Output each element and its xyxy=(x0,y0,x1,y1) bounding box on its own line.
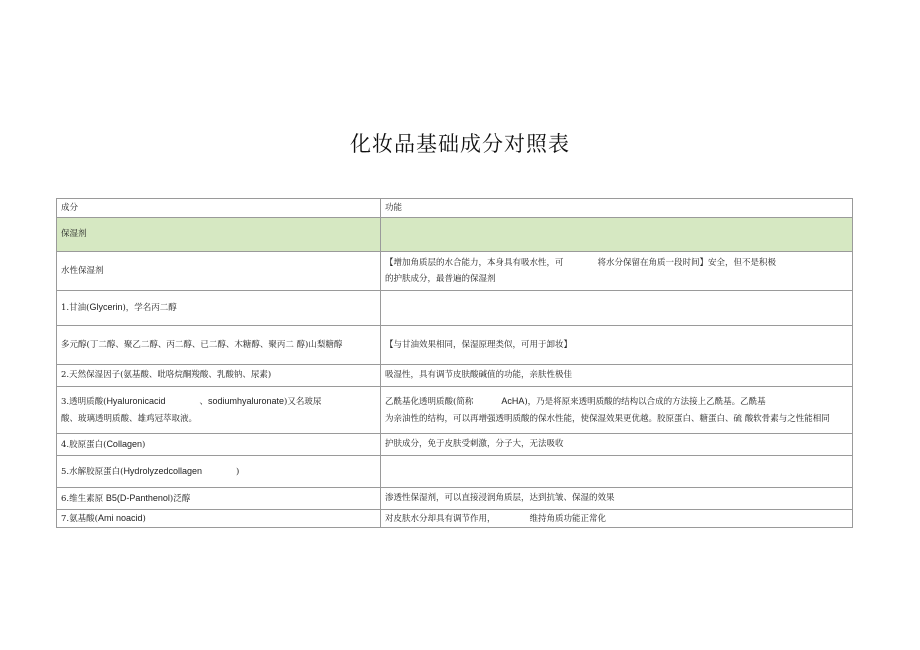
function-cell xyxy=(381,252,853,291)
page-title: 化妆品基础成分对照表 xyxy=(350,132,570,156)
function-text: 维持角质功能正常化 xyxy=(529,513,607,524)
ingredient-cell: 2.天然保湿因子(氨基酸、吡咯烷酮羧酸、乳酸钠、尿素) xyxy=(57,365,381,387)
table-header-row xyxy=(57,199,853,218)
header-ingredient: 成分 xyxy=(57,199,381,218)
table-row xyxy=(57,510,853,528)
ingredient-text: ) xyxy=(142,514,146,524)
ingredient-table xyxy=(56,198,853,528)
table-row xyxy=(57,365,853,387)
ingredient-cell xyxy=(57,434,381,456)
ingredient-cell xyxy=(57,291,381,326)
ingredient-text: )泛醇 xyxy=(169,493,191,504)
ingredient-latin-name: Collagen xyxy=(106,438,142,449)
function-cell: 渗透性保湿剂，可以直接浸润角质层，达到抗皱、保湿的效果 xyxy=(381,488,853,510)
function-cell: 护肤成分，免于皮肤受刺激，分子大，无法吸收 xyxy=(381,434,853,456)
table-row xyxy=(57,291,853,326)
ingredient-text: ) xyxy=(141,439,146,450)
ingredient-cell: 多元醇(丁二醇、聚乙二醇、丙二醇、已二醇、木糖醇、聚丙二 醇)山梨糖醇 xyxy=(57,326,381,365)
function-text: )，乃是将原来透明质酸的结构以合成的方法接上乙酰基。乙酰基 xyxy=(524,397,766,408)
function-cell: 吸湿性，具有调节皮肤酸碱值的功能，亲肤性极佳 xyxy=(381,365,853,387)
ingredient-text: 、 xyxy=(199,397,208,408)
ingredient-text: 4.胶原蛋白( xyxy=(61,439,107,450)
function-text: 将水分保留在角质一段时间】安全，但不是积极 xyxy=(597,257,777,268)
ingredient-text: )，学名丙二醇 xyxy=(122,303,177,314)
ingredient-cell xyxy=(57,387,381,434)
category-row xyxy=(57,218,853,252)
function-cell: 【与甘油效果相同，保湿原理类似，可用于卸妆】 xyxy=(381,326,853,365)
category-label: 保湿剂 xyxy=(57,218,381,252)
ingredient-cell xyxy=(57,510,381,528)
ingredient-latin-name: Hydrolyzedcollagen xyxy=(123,465,202,476)
ingredient-latin-name: sodiumhyaluronate xyxy=(207,396,285,407)
ingredient-latin-name: Glycerin xyxy=(89,302,123,313)
header-function: 功能 xyxy=(381,199,853,218)
function-cell xyxy=(381,291,853,326)
function-cell xyxy=(381,510,853,528)
function-cell xyxy=(381,387,853,434)
function-cell xyxy=(381,456,853,488)
ingredient-text: 酸、玻璃透明质酸、雄鸡冠萃取液。 xyxy=(61,413,198,424)
ingredient-cell xyxy=(57,456,381,488)
ingredient-latin-name: B5(D-Panthenol xyxy=(105,492,170,503)
ingredient-latin-name: Hyaluronicacid xyxy=(106,396,166,407)
function-text: 对皮肤水分却具有调节作用， xyxy=(385,513,496,524)
table-row xyxy=(57,326,853,365)
ingredient-text: 7.氨基酸( xyxy=(61,514,98,524)
category-empty-cell xyxy=(381,218,853,252)
function-text: 为亲油性的结构，可以再增强透明质酸的保水性能，使保湿效果更优越。胶原蛋白、糖蛋白、硫 酸软骨素与之性能相同 xyxy=(385,413,830,424)
function-latin-term: AcHA xyxy=(501,396,525,407)
ingredient-cell xyxy=(57,488,381,510)
ingredient-cell: 水性保湿剂 xyxy=(57,252,381,291)
ingredient-text: ) xyxy=(235,466,240,477)
ingredient-text: 6.维生素原 xyxy=(61,493,104,504)
table-row xyxy=(57,434,853,456)
ingredient-text: )又名玻尿 xyxy=(284,397,322,408)
ingredient-text: 5.水解胶原蛋白( xyxy=(61,466,124,477)
table-row xyxy=(57,387,853,434)
function-text: 乙酰基化透明质酸(简称 xyxy=(385,397,474,408)
table-row xyxy=(57,488,853,510)
function-text: 【增加角质层的水合能力，本身具有吸水性，可 xyxy=(385,257,564,268)
function-text: 的护肤成分，最普遍的保湿剂 xyxy=(385,274,496,284)
ingredient-text: 1.甘油( xyxy=(61,303,90,314)
ingredient-text: 3.透明质酸( xyxy=(61,397,107,408)
table-row xyxy=(57,252,853,291)
ingredient-latin-name: Ami noacid xyxy=(97,513,143,523)
table-row xyxy=(57,456,853,488)
